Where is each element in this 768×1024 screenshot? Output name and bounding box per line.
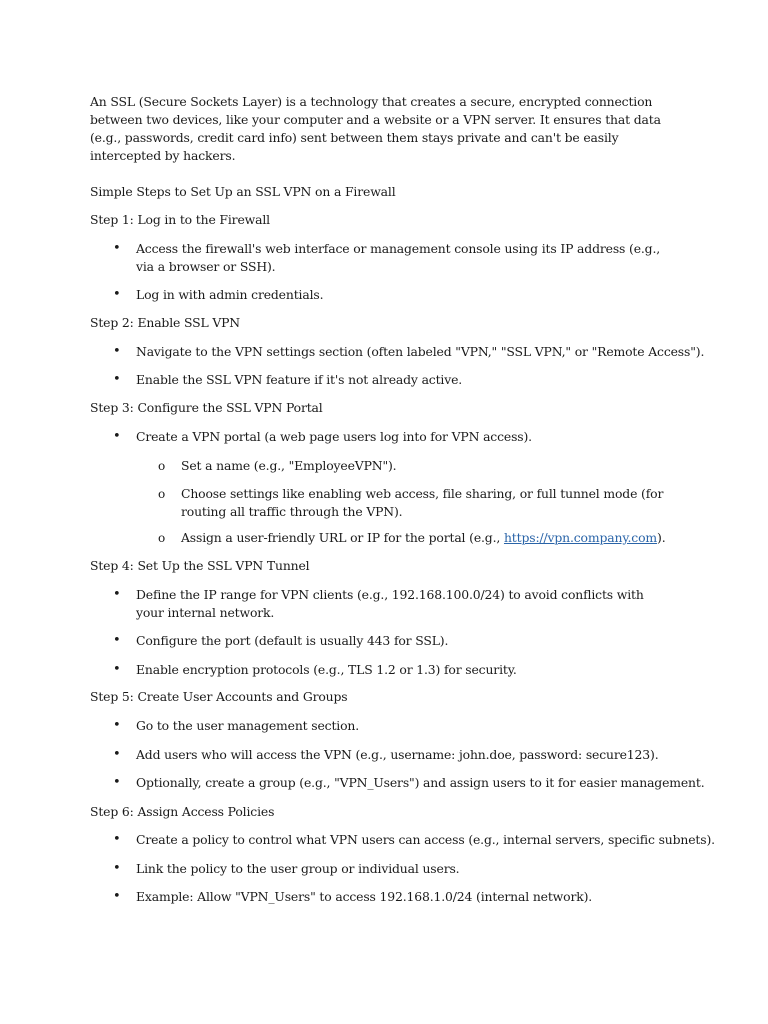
- step3-sub3-text: Assign a user-friendly URL or IP for the portal (e.g.,: [181, 530, 504, 545]
- step3-sub1: Set a name (e.g., "EmployeeVPN").: [181, 458, 397, 473]
- bullet-icon: •: [113, 587, 121, 602]
- step6-bullet1: Create a policy to control what VPN users can access (e.g., internal servers, specific subnets).: [136, 832, 715, 847]
- step2-bullet1: Navigate to the VPN settings section (often labeled "VPN," "SSL VPN," or "Remote Access").: [136, 344, 705, 359]
- intro-paragraph: An SSL (Secure Sockets Layer) is a technology that creates a secure, encrypted connection between two devices, like your computer and a website or a VPN server. It ensures that data (e.g., passwords, credit card info) sent between them stays private and can't be easily intercepted by hackers.: [90, 94, 661, 163]
- step1-bullet2: Log in with admin credentials.: [136, 287, 324, 302]
- sub-bullet-icon: o: [158, 531, 166, 545]
- bullet-icon: •: [113, 861, 121, 876]
- step1-heading: Step 1: Log in to the Firewall: [90, 212, 270, 227]
- portal-url-link[interactable]: https://vpn.company.com: [503, 530, 658, 545]
- step5-bullet3: Optionally, create a group (e.g., "VPN_Users") and assign users to it for easier management.: [136, 775, 705, 790]
- step3-sub3: [181, 529, 666, 547]
- document-title: Simple Steps to Set Up an SSL VPN on a Firewall: [90, 184, 396, 199]
- bullet-icon: •: [113, 287, 121, 302]
- bullet-icon: •: [113, 889, 121, 904]
- step3-sub2: Choose settings like enabling web access, file sharing, or full tunnel mode (for routing all traffic through the VPN).: [181, 486, 664, 519]
- step6-bullet3: Example: Allow "VPN_Users" to access 192.168.1.0/24 (internal network).: [136, 889, 593, 904]
- step5-bullet2: Add users who will access the VPN (e.g., username: john.doe, password: secure123).: [136, 747, 659, 762]
- bullet-icon: •: [113, 429, 121, 444]
- sub-bullet-icon: o: [158, 459, 166, 473]
- bullet-icon: •: [113, 241, 121, 256]
- step6-bullet2: Link the policy to the user group or individual users.: [136, 861, 460, 876]
- step5-heading: Step 5: Create User Accounts and Groups: [90, 689, 348, 704]
- step3-heading: Step 3: Configure the SSL VPN Portal: [90, 400, 323, 415]
- sub-bullet-icon: o: [158, 487, 166, 501]
- step1-bullet1: Access the firewall's web interface or management console using its IP address (e.g., via a browser or SSH).: [136, 241, 661, 274]
- bullet-icon: •: [113, 775, 121, 790]
- bullet-icon: •: [113, 344, 121, 359]
- step3-bullet1: Create a VPN portal (a web page users log into for VPN access).: [136, 429, 532, 444]
- step2-heading: Step 2: Enable SSL VPN: [90, 315, 240, 330]
- bullet-icon: •: [113, 372, 121, 387]
- step3-sub3-end: ).: [657, 530, 666, 545]
- step2-bullet2: Enable the SSL VPN feature if it's not already active.: [136, 372, 463, 387]
- step4-bullet2: Configure the port (default is usually 443 for SSL).: [136, 633, 449, 648]
- step4-bullet3: Enable encryption protocols (e.g., TLS 1.2 or 1.3) for security.: [136, 662, 517, 677]
- bullet-icon: •: [113, 633, 121, 648]
- step5-bullet1: Go to the user management section.: [136, 718, 360, 733]
- bullet-icon: •: [113, 662, 121, 677]
- step6-heading: Step 6: Assign Access Policies: [90, 804, 275, 819]
- bullet-icon: •: [113, 832, 121, 847]
- bullet-icon: •: [113, 747, 121, 762]
- step4-heading: Step 4: Set Up the SSL VPN Tunnel: [90, 558, 310, 573]
- step4-bullet1: Define the IP range for VPN clients (e.g., 192.168.100.0/24) to avoid conflicts with your internal network.: [136, 587, 644, 620]
- bullet-icon: •: [113, 718, 121, 733]
